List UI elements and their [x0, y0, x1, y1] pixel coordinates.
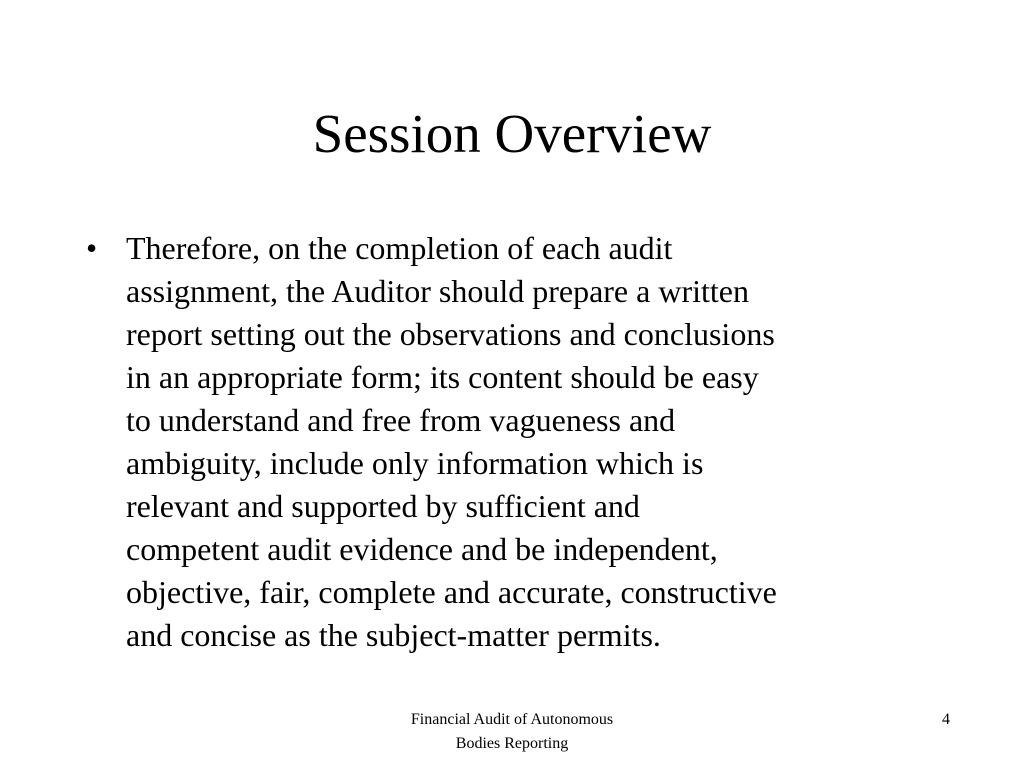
bullet-line: ambiguity, include only information which is	[126, 445, 704, 481]
bullet-line: competent audit evidence and be independent,	[126, 531, 718, 567]
bullet-dot-icon: •	[86, 230, 98, 266]
bullet-list	[86, 227, 956, 657]
footer-line-2: Bodies Reporting	[455, 735, 569, 752]
slide-footer	[362, 708, 662, 756]
page-number: 4	[942, 711, 950, 728]
bullet-line: assignment, the Auditor should prepare a written	[126, 273, 749, 309]
slide-title: Session Overview	[312, 103, 712, 164]
bullet-item	[86, 227, 956, 657]
bullet-line: and concise as the subject-matter permits.	[126, 617, 661, 653]
bullet-text	[126, 227, 956, 657]
bullet-line: Therefore, on the completion of each audit	[126, 230, 673, 266]
bullet-line: report setting out the observations and conclusions	[126, 316, 775, 352]
footer-line-1: Financial Audit of Autonomous	[410, 711, 614, 728]
bullet-line: to understand and free from vagueness and	[126, 402, 676, 438]
bullet-line: objective, fair, complete and accurate, constructive	[126, 574, 777, 610]
bullet-line: in an appropriate form; its content should be easy	[126, 359, 759, 395]
bullet-line: relevant and supported by sufficient and	[126, 488, 640, 524]
